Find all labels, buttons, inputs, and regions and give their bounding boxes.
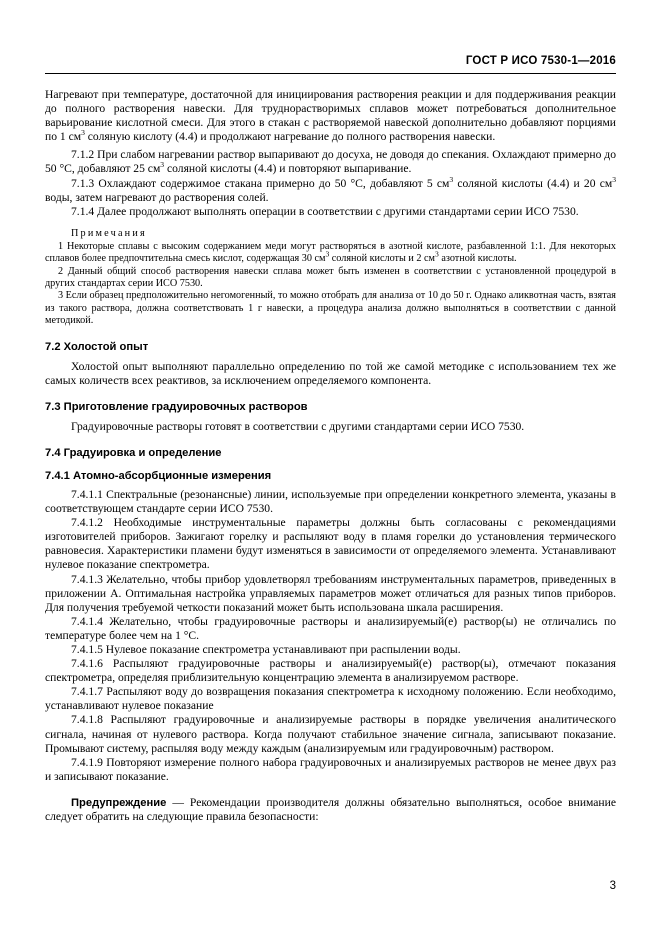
paragraph-7-1-2-text: 7.1.2 При слабом нагревании раствор выпаривают до досуха, не доводя до спекания. Охлаждают примерно до 50 °С, добавляют 25 см: [45, 148, 616, 176]
paragraph-7-3: Градуировочные растворы готовят в соответствии с другими стандартами серии ИСО 7530.: [71, 419, 525, 433]
paragraph-7-1-3: [45, 174, 616, 205]
page-number: 3: [609, 880, 616, 892]
paragraph-7-4-1-3: 7.4.1.3 Желательно, чтобы прибор удовлетворял требованиям инструментальных параметров, приведенных в приложении А. Оптимальная настройка управляемых параметров может отличаться для разных типов приборов. Для получения требуемой четкости показаний может быть использована шкала расширения.: [45, 572, 616, 614]
note-2: 2 Данный общий способ растворения навески сплава может быть изменен в соответствии с установленной процедурой в других стандартах серии ИСО 7530.: [45, 265, 616, 290]
standard-header: ГОСТ Р ИСО 7530-1—2016: [465, 55, 616, 67]
paragraph-7-1-3-text: 7.1.3 Охлаждают содержимое стакана примерно до 50 °С, добавляют 5 см: [71, 176, 450, 190]
heading-7-2: 7.2 Холостой опыт: [45, 340, 149, 353]
paragraph-intro-tail: соляную кислоту (4.4) и продолжают нагревание до полного растворения навески.: [84, 130, 496, 144]
paragraph-7-4-1-5: 7.4.1.5 Нулевое показание спектрометра устанавливают при распылении воды.: [71, 643, 461, 656]
note-3: 3 Если образец предположительно негомогенный, то можно отобрать для анализа от 10 до 50 г. Однако аликвотная часть, взятая из такого раствора, должна соответствовать 1 г навески, а процедура анализа должно выполняться в соответствии с данной методикой.: [45, 290, 616, 327]
paragraph-7-1-2-tail: соляной кислоты (4.4) и повторяют выпаривание.: [164, 162, 412, 176]
warning-label: Предупреждение: [71, 796, 167, 809]
heading-7-4: 7.4 Градуировка и определение: [45, 446, 222, 459]
paragraph-7-4-1-1: 7.4.1.1 Спектральные (резонансные) линии, используемые при определении конкретного элемента, указаны в соответствующем стандарте серии ИСО 7530.: [45, 487, 616, 516]
paragraph-7-1-2: [45, 148, 616, 176]
paragraph-7-4-1-6: 7.4.1.6 Распыляют градуировочные растворы и анализируемый(е) раствор(ы), отмечают показания спектрометра, определяя приблизительную концентрацию элемента в анализируемом растворе.: [45, 657, 616, 685]
header-divider: [45, 73, 616, 74]
heading-7-4-1: 7.4.1 Атомно-абсорбционные измерения: [45, 469, 272, 482]
sup-cubic: 3: [81, 128, 85, 138]
sup-cubic: 3: [435, 249, 439, 259]
note-1-text-a: 1 Некоторые сплавы с высоким содержанием меди могут растворяться в азотной кислоте, разбавленной 1:1. Для некоторых сплавов более предпочтительна смесь кислот, содержащая 30 см: [45, 240, 616, 265]
paragraph-7-4-1-8: 7.4.1.8 Распыляют градуировочные и анализируемые растворы в порядке увеличения аналитического сигнала, начиная от нулевого раствора. Когда получают стабильное значение сигнала, записывают показание. Промывают систему, распыляя воду между каждым (анализируемым или градуировочным) раствором.: [45, 713, 616, 755]
heading-7-3: 7.3 Приготовление градуировочных растворов: [45, 400, 308, 413]
warning-paragraph: [45, 796, 616, 824]
note-1-text-c: азотной кислоты.: [438, 253, 517, 265]
paragraph-7-1-3-mid: соляной кислоты (4.4) и 20 см: [453, 176, 613, 190]
sup-cubic: 3: [449, 174, 454, 184]
paragraph-7-4-1-9: 7.4.1.9 Повторяют измерение полного набора градуировочных и анализируемых растворов не менее двух раз и записывают показание.: [45, 755, 616, 783]
note-1-text-b: соляной кислоты и 2 см: [329, 253, 435, 265]
notes-title: Примечания: [71, 227, 147, 239]
warning-text: — Рекомендации производителя должны обязательно выполняться, особое внимание следует обратить на следующие правила безопасности:: [45, 795, 616, 824]
paragraph-7-4-1-4: 7.4.1.4 Желательно, чтобы градуировочные растворы и анализируемый(е) раствор(ы) не отличались по температуре более чем на 1 °С.: [45, 614, 616, 642]
note-1: [45, 241, 616, 266]
paragraph-7-1-4: 7.1.4 Далее продолжают выполнять операции в соответствии с другими стандартами серии ИСО 7530.: [71, 204, 579, 218]
paragraph-intro: [45, 88, 616, 144]
paragraph-7-2: Холостой опыт выполняют параллельно определению по той же самой методике с использованием тех же самых количеств всех реактивов, за исключением определяемого компонента.: [45, 359, 616, 387]
paragraph-7-4-1-2: 7.4.1.2 Необходимые инструментальные параметры должны быть согласованы с рекомендациями изготовителей приборов. Зажигают горелку и распыляют воду в пламя горелки до установления термического равновесия. Характеристики пламени будут изменяться в зависимости от определяемого элемента. Устанавливают нулевое показание спектрометра.: [45, 516, 616, 572]
sup-cubic: 3: [160, 160, 165, 170]
sup-cubic: 3: [325, 249, 330, 259]
sup-cubic: 3: [612, 174, 616, 184]
warning-block: [45, 796, 616, 824]
paragraph-intro-text: Нагревают при температуре, достаточной для инициирования растворения реакции и для поддерживания реакции до полного растворения навески. Для труднорастворимых сплавов может потребоваться дополнительное варьирование кислотной смеси. Для этого в стакан с растворяемой навеской дополнительно добавляют порциями по 1 см: [45, 88, 616, 144]
paragraph-7-1-3-tail: воды, затем нагревают до растворения солей.: [45, 190, 269, 204]
paragraph-7-4-1-7: 7.4.1.7 Распыляют воду до возвращения показания спектрометра к исходному положению. Если необходимо, устанавливают нулевое показание: [45, 685, 616, 713]
